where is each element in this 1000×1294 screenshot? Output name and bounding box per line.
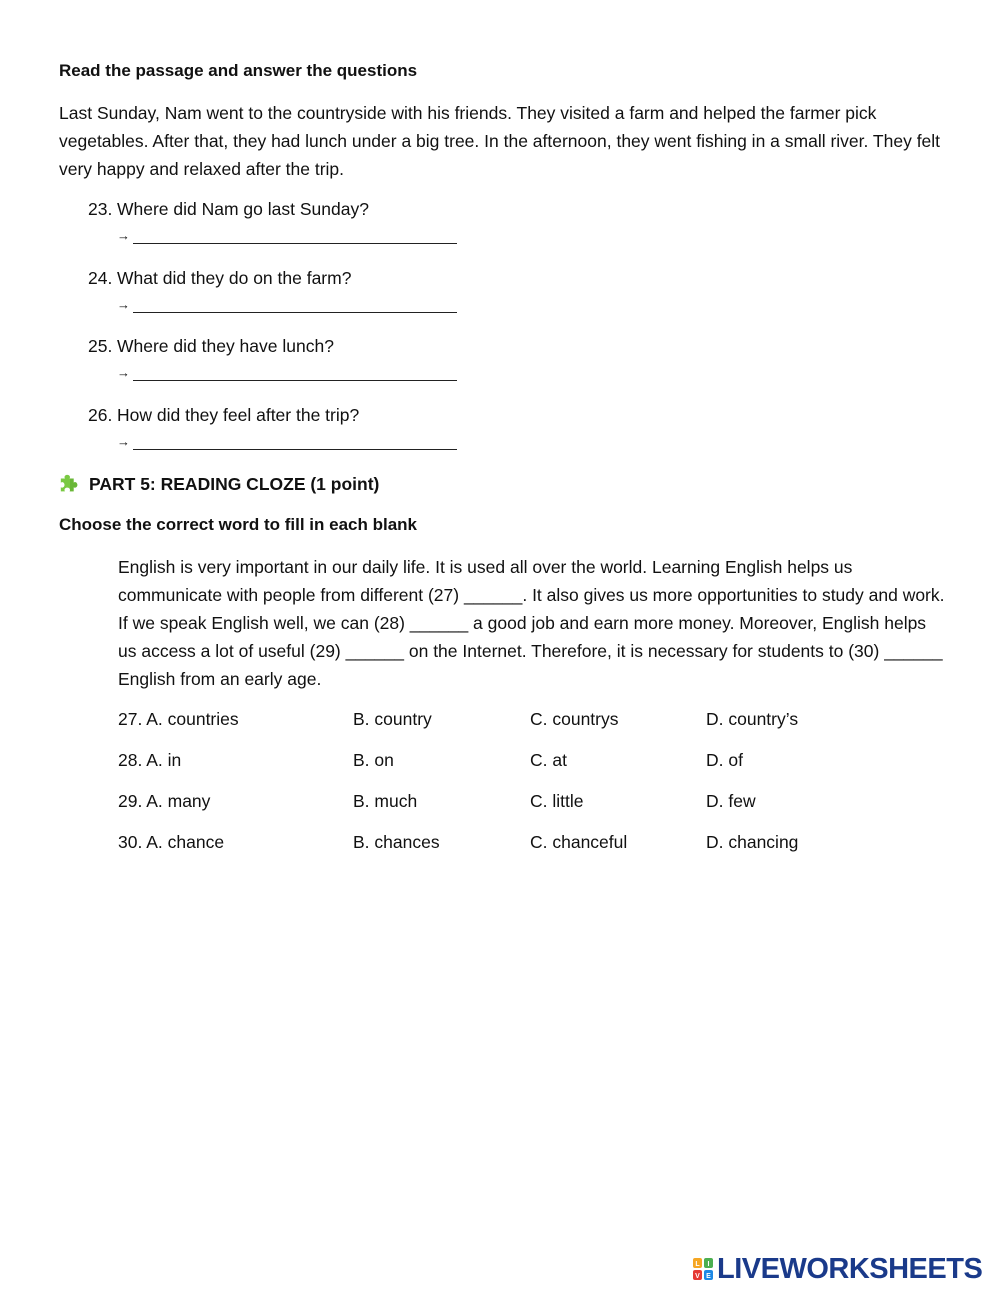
svg-text:V: V — [695, 1273, 700, 1280]
option-d[interactable]: D. of — [706, 750, 743, 770]
options-table — [118, 707, 918, 871]
answer-input-26[interactable] — [133, 431, 457, 450]
answer-row — [117, 361, 457, 381]
question-item — [88, 403, 488, 472]
question-number: 24. — [88, 267, 113, 288]
arrow-right-icon: → — [117, 365, 130, 380]
answer-input-23[interactable] — [133, 225, 457, 244]
option-c[interactable]: C. at — [530, 750, 567, 770]
question-item — [88, 334, 488, 403]
svg-text:L: L — [695, 1261, 700, 1268]
option-row — [118, 707, 918, 748]
question-item — [88, 197, 488, 266]
arrow-right-icon: → — [117, 228, 130, 243]
option-a[interactable]: 27. A. countries — [118, 709, 239, 729]
option-b[interactable]: B. chances — [353, 832, 440, 852]
answer-row — [117, 293, 457, 313]
option-c[interactable]: C. chanceful — [530, 832, 628, 852]
liveworksheets-logo-icon — [692, 1257, 714, 1281]
arrow-right-icon: → — [117, 433, 130, 449]
question-text — [88, 197, 369, 221]
question-text — [88, 266, 351, 290]
part5-title — [59, 473, 379, 495]
cloze-passage: English is very important in our daily life. It is used all over the world. Learning English helps us communicate with people from different (27) ______. It also gives us more opportunities to study and work. If we speak English well, we can (28) ______ a good job and earn more money. Moreover, English helps us access a lot of useful (29) ______ on the Internet. Therefore, it is necessary for students to (30) ______ English from an early age. — [118, 557, 945, 689]
answer-input-25[interactable] — [133, 362, 457, 381]
svg-text:E: E — [706, 1273, 711, 1280]
liveworksheets-logo-text: LIVEWORKSHEETS — [717, 1253, 983, 1285]
question-label: What did they do on the farm? — [117, 267, 352, 288]
option-b[interactable]: B. country — [353, 709, 432, 729]
answer-row — [117, 430, 457, 450]
question-list — [88, 197, 488, 471]
option-a[interactable]: 29. A. many — [118, 791, 211, 811]
puzzle-piece-icon — [59, 473, 81, 495]
option-a[interactable]: 28. A. in — [118, 750, 182, 770]
question-label: Where did Nam go last Sunday? — [117, 199, 369, 219]
section-heading-choose: Choose the correct word to fill in each blank — [59, 515, 418, 534]
question-text — [88, 403, 359, 427]
question-label: Where did they have lunch? — [117, 336, 334, 356]
section-heading-read: Read the passage and answer the questions — [59, 61, 418, 80]
svg-text:I: I — [707, 1261, 710, 1268]
question-number: 26. — [88, 404, 113, 425]
option-c[interactable]: C. countrys — [530, 709, 619, 729]
option-d[interactable]: D. country’s — [706, 709, 799, 729]
option-row — [118, 789, 918, 830]
option-a[interactable]: 30. A. chance — [118, 832, 225, 852]
answer-input-24[interactable] — [133, 294, 457, 313]
reading-passage: Last Sunday, Nam went to the countryside with his friends. They visited a farm and helped the farmer pick vegetables. After that, they had lunch under a big tree. In the afternoon, they went fishing in a small river. They felt very happy and relaxed after the trip. — [59, 103, 941, 179]
question-text — [88, 334, 334, 358]
part5-title-text: PART 5: READING CLOZE (1 point) — [89, 473, 380, 494]
arrow-right-icon: → — [117, 296, 130, 312]
question-item — [88, 266, 488, 335]
liveworksheets-logo — [692, 1254, 982, 1284]
option-c[interactable]: C. little — [530, 791, 584, 811]
option-d[interactable]: D. few — [706, 791, 756, 811]
option-b[interactable]: B. much — [353, 791, 418, 811]
option-d[interactable]: D. chancing — [706, 832, 799, 852]
question-number: 25. — [88, 336, 113, 356]
answer-row — [117, 224, 457, 244]
question-label: How did they feel after the trip? — [117, 404, 360, 425]
option-b[interactable]: B. on — [353, 750, 394, 770]
option-row — [118, 830, 918, 871]
question-number: 23. — [88, 199, 113, 219]
option-row — [118, 748, 918, 789]
